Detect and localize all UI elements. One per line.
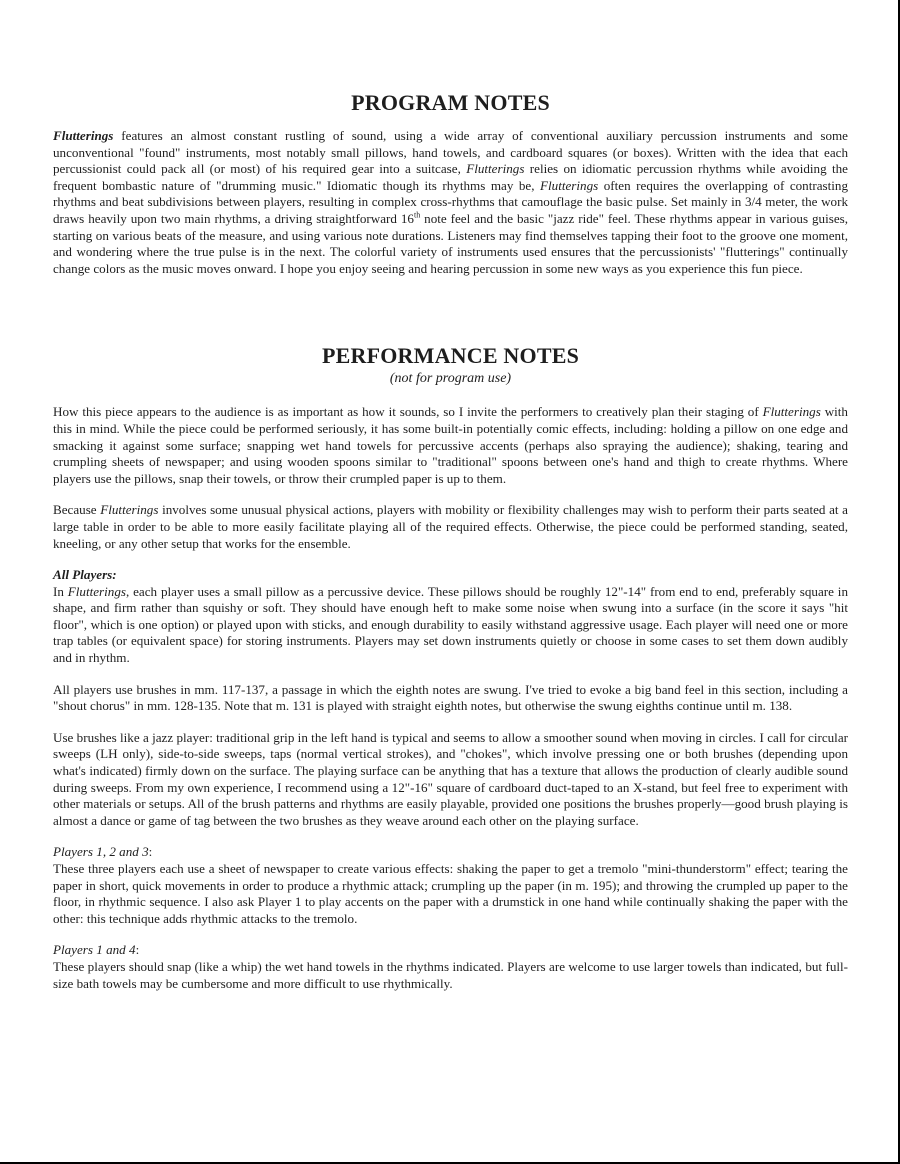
staging-paragraph: How this piece appears to the audience is as important as how it sounds, so I invite the performers to creatively plan their staging of Flutterings with this in mind. While the piece could be performed seriously, it has some built-in potentially comic effects, including: holding a pillow on one edge and smacking it against some surface; snapping wet hand towels for percussive accents (perhaps also spraying the audience); shaking, tearing and crumpling sheets of newspaper; and using wooden spoons similar to "traditional" spoons between one's hand and thigh to create rhythms. Where players use the pillows, snap their towels, or throw their crumpled paper is up to them. [53,404,848,486]
players-14-label: Players 1 and 4: [53,942,140,958]
players-123-label: Players 1, 2 and 3: [53,844,153,860]
performance-notes-heading: PERFORMANCE NOTES [321,343,580,369]
program-notes-paragraph: Flutterings features an almost constant rustling of sound, using a wide array of conventional auxiliary percussion instruments and some unconventional "found" instruments, most notably small pillows, hand towels, and cardboard squares (or boxes). Written with the idea that each percussionist could pack all (or most) of his required gear into a suitcase, Flutterings relies on idiomatic percussion rhythms while avoiding the frequent bombastic nature of "drumming music." Idiomatic though its rhythms may be, Flutterings often requires the overlapping of contrasting rhythms and beat subdivisions between players, resulting in complex cross-rhythms that camouflage the basic pulse. Set mainly in 3/4 meter, the work draws heavily upon two main rhythms, a driving straightforward 16th note feel and the basic "jazz ride" feel. These rhythms appear in various guises, starting on various beats of the measure, and using various note durations. Listeners may find themselves tapping their foot to the groove one moment, and wondering where the true pulse is in the next. The colorful variety of instruments used ensures that the percussionists' "flutterings" continually change colors as the music moves onward. I hope you enjoy seeing and hearing percussion in some new ways as you experience this fun piece. [53,128,849,276]
all-players-paragraph: In Flutterings, each player uses a small pillow as a percussive device. These pillows should be roughly 12"-14" from end to end, preferably square in shape, and firm rather than squishy or soft. They should have enough heft to make some noise when swung into a surface (in the score it says "hit floor", which is one option) or played upon with sticks, and enough durability to easily withstand aggressive usage. Each player will need one or more trap tables (or equivalent space) for storing instruments. Players may set down instruments quietly or choose in some cases to set them down audibly and in rhythm. [53,583,848,666]
mobility-paragraph: Because Flutterings involves some unusual physical actions, players with mobility or flexibility challenges may wish to perform their parts seated at a large table in order to be able to more easily facilitate playing all of the required effects. Otherwise, the piece could be performed standing, seated, kneeling, or any other setup that works for the ensemble. [53,502,848,551]
document-page [53,90,848,992]
title-flutterings: Flutterings [53,128,114,143]
players-123-paragraph: These three players each use a sheet of newspaper to create various effects: shaking the paper to get a tremolo "mini-thunderstorm" effect; tearing the paper in short, quick movements in order to produce a rhythmic attack; crumpling up the paper (in m. 195); and throwing the crumpled up paper to the floor, in rhythmic sequence. I also ask Player 1 to play accents on the paper with a drumstick in one hand while continually shaking the paper with the other: this technique adds rhythmic attacks to the tremolo. [53,861,848,926]
all-players-label: All Players: [53,567,117,583]
jazz-brushes-paragraph: Use brushes like a jazz player: traditional grip in the left hand is typical and seems to allow a smoother sound when moving in circles. I call for circular sweeps (LH only), side-to-side sweeps, taps (normal vertical strokes), and "chokes", which involve pressing one or both brushes (depending upon what's indicated) firmly down on the surface. The playing surface can be anything that has a texture that allows the production of clearly audible sound during sweeps. From my own experience, I recommend using a 12"-16" square of cardboard duct-taped to an X-stand, but feel free to experiment with other materials or setups. All of the brush patterns and rhythms are easily playable, provided one positions the brushes properly—good brush playing is almost a dance or game of tag between the two brushes as they weave around each other on the playing surface. [53,729,848,828]
program-notes-heading: PROGRAM NOTES [351,90,550,115]
performance-notes-subtitle: (not for program use) [389,371,512,387]
players-14-paragraph: These players should snap (like a whip) the wet hand towels in the rhythms indicated. Players are welcome to use larger towels than indicated, but full-size bath towels may be cumbersome and more difficult to use rhythmically. [53,958,848,991]
brushes-paragraph: All players use brushes in mm. 117-137, a passage in which the eighth notes are swung. I've tried to evoke a big band feel in this section, including a "shout chorus" in mm. 128-135. Note that m. 131 is played with straight eighth notes, but otherwise the swung eighths continue until m. 138. [53,681,848,714]
